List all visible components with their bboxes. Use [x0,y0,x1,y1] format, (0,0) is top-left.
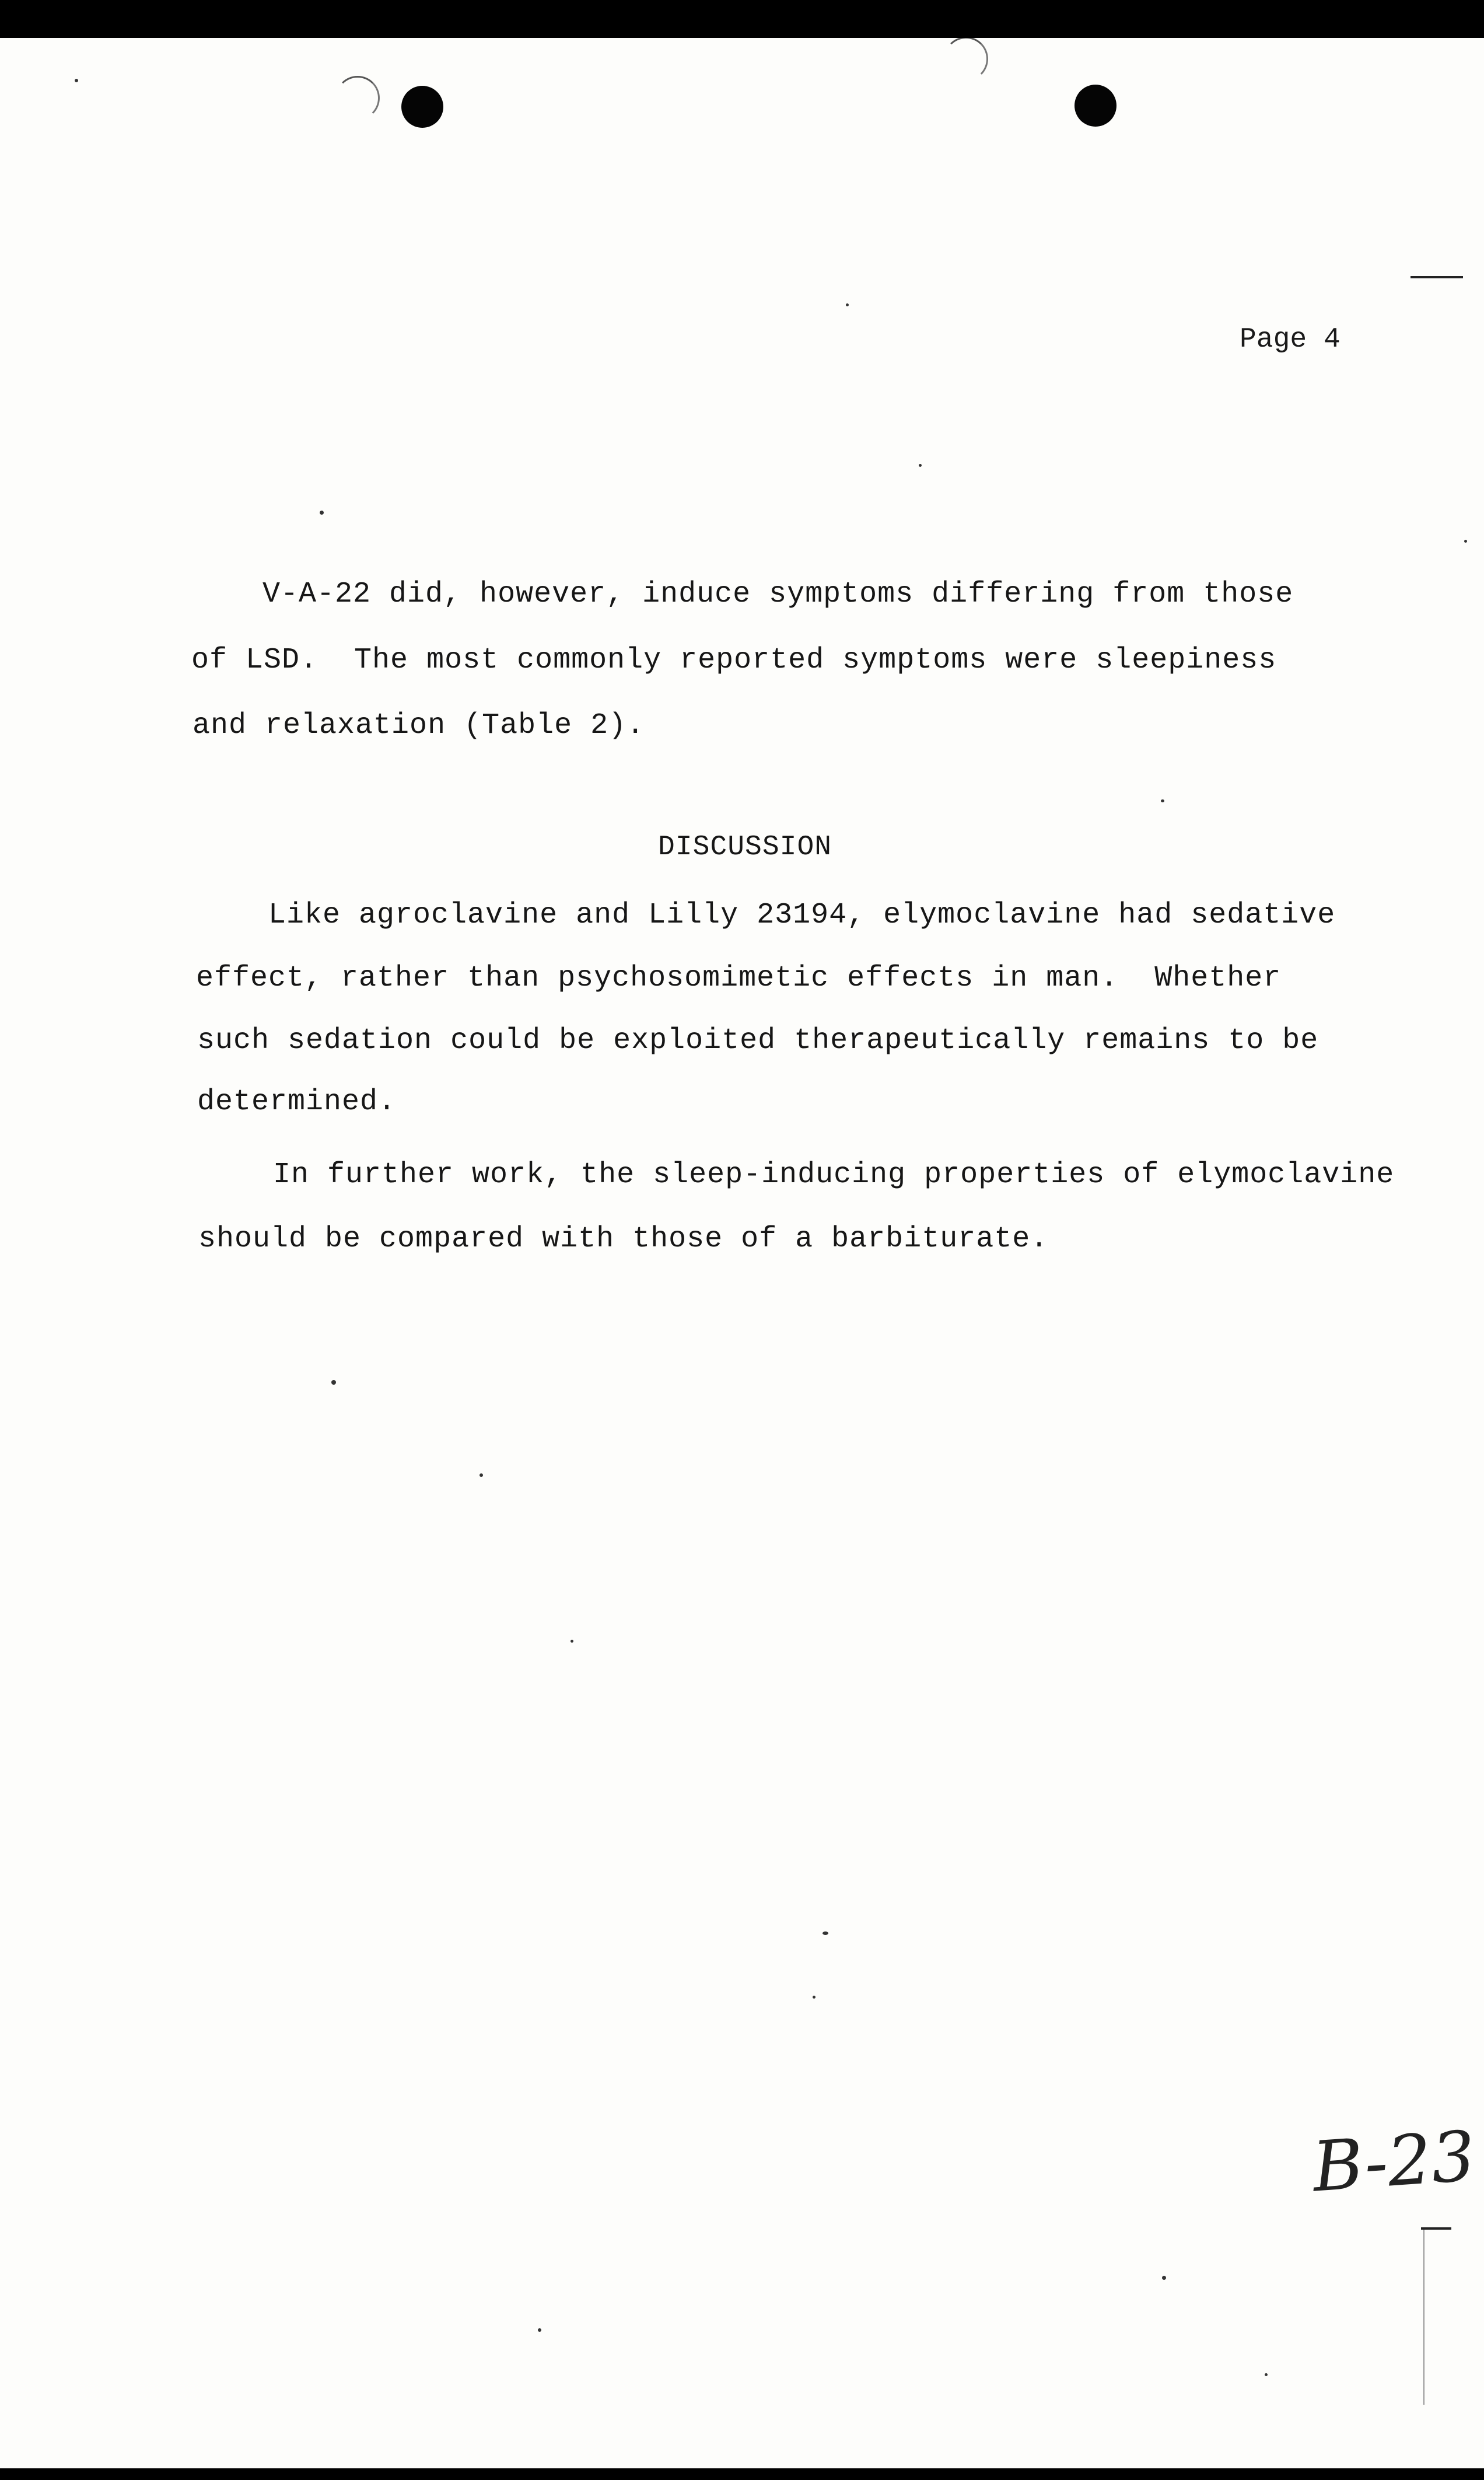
handwritten-annotation: B-23 [1310,2115,1478,2207]
scan-speck [1162,2276,1166,2280]
paragraph-3-line-2: should be compared with those of a barbiturate. [198,1222,1049,1256]
paragraph-1-line-3: and relaxation (Table 2). [192,709,645,742]
page-number: Page 4 [1240,324,1340,355]
scan-speck [919,464,922,467]
paragraph-2-line-2: effect, rather than psychosomimetic effects in man. Whether [196,962,1282,995]
scan-speck [846,303,849,306]
scan-speck [1161,799,1164,802]
scan-speck [538,2328,541,2332]
paragraph-1-line-1: V-A-22 did, however, induce symptoms differing from those [262,578,1294,611]
scan-speck [331,1380,336,1385]
scan-speck [822,1931,828,1935]
document-page [0,38,1484,2468]
scan-speck [813,1996,816,1999]
scan-speck [75,79,78,82]
scan-speck [570,1640,573,1643]
scan-speck [320,511,324,515]
scan-speck [1265,2373,1268,2376]
paragraph-2-line-1: Like agroclavine and Lilly 23194, elymoclavine had sedative [268,899,1336,932]
edge-mark-bottom-right [1421,2227,1451,2230]
punch-hole-shadow-right [944,38,988,81]
section-heading: DISCUSSION [658,832,832,863]
paragraph-2-line-3: such sedation could be exploited therapeutically remains to be [197,1024,1319,1057]
scan-speck [1464,540,1467,543]
punch-hole-shadow-left [335,76,380,120]
edge-mark-top-right [1410,276,1463,278]
punch-hole-left [401,86,443,128]
paragraph-1-line-2: of LSD. The most commonly reported symptoms were sleepiness [191,644,1277,677]
paragraph-3-line-1: In further work, the sleep-inducing properties of elymoclavine [273,1158,1395,1192]
paragraph-2-line-4: determined. [197,1085,397,1119]
scan-speck [480,1473,483,1477]
punch-hole-right [1074,85,1116,127]
edge-mark-bottom-right-vertical [1423,2230,1424,2405]
